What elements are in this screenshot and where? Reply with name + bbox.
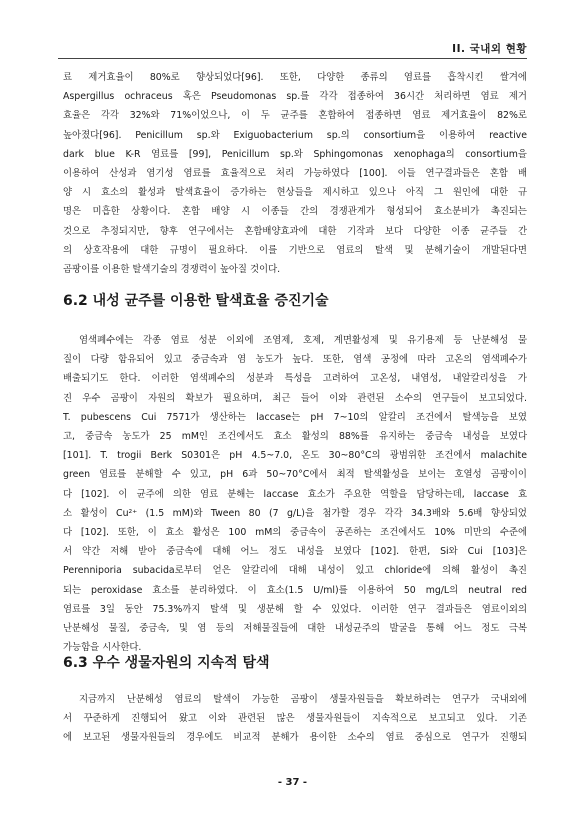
text-line: 질이 다량 함유되어 있고 중금속과 염 농도가 높다. 또한, 염색 공정에 따라 고온의 염색폐수가 bbox=[63, 354, 527, 366]
text-line: 것으로 추정되지만, 향후 연구에서는 혼합배양효과에 대한 기작과 보다 다양한 이종 균주들 간 bbox=[63, 225, 527, 237]
text-line: 이용하여 산성과 염기성 염료를 효율적으로 처리 가능하였다 [100]. 이들 연구결과들은 혼합 배 bbox=[63, 168, 527, 180]
header-rule bbox=[58, 58, 527, 59]
text-line: Aspergillus ochraceus 혹은 Pseudomonas sp.를 각각 접종하여 36시간 처리하면 염료 제거 bbox=[63, 91, 527, 103]
text-line: 고, 중금속 농도가 25 mM인 조건에서도 효소 활성의 88%를 유지하는 중금속 내성을 보였다 bbox=[63, 431, 527, 443]
text-line: 난분해성 물질, 중금속, 및 염 등의 저해물질들에 대한 내성균주의 발굴을 통해 어느 정도 극복 bbox=[63, 623, 527, 635]
text-line: 에 보고된 생물자원들의 경우에도 비교적 분해가 용이한 소수의 염료 중심으로 연구가 진행되 bbox=[63, 732, 527, 744]
text-line: green 염료를 분해할 수 있고, pH 6과 50~70°C에서 최적 탈색활성을 보이는 호열성 곰팡이이 bbox=[63, 469, 527, 481]
paragraph-p3 bbox=[63, 690, 527, 748]
text-line: Perenniporia subacida로부터 얻은 알칼리에 대해 내성이 있고 chloride에 의해 활성이 촉진 bbox=[63, 565, 527, 577]
text-line: 곰팡이를 이용한 탈색기술의 경쟁력이 높아질 것이다. bbox=[63, 264, 281, 276]
text-line: 다 [102]. 이 균주에 의한 염료 분해는 laccase 효소가 주요한 역할을 담당하는데, laccase 효 bbox=[63, 488, 527, 500]
text-line: 효율은 각각 32%와 71%이었으나, 이 두 균주를 혼합하여 접종하면 염료 제거효율이 82%로 bbox=[63, 110, 527, 122]
running-header: II. 국내외 현황 bbox=[452, 43, 527, 55]
section-heading-6-3: 6.3 우수 생물자원의 지속적 탐색 bbox=[63, 655, 270, 671]
page-number: - 37 - bbox=[277, 777, 308, 788]
text-line: 서 약간 저해 받아 중금속에 대해 어느 정도 내성을 보였다 [102]. 한편, Si와 Cui [103]은 bbox=[63, 546, 527, 558]
text-line: 염료를 3일 동안 75.3%까지 탈색 및 생분해 할 수 있었다. 이러한 연구 결과들은 염료이외의 bbox=[63, 603, 527, 615]
text-line: 염색폐수에는 각종 염료 성분 이외에 조염제, 호제, 계면활성제 및 유기용제 등 난분해성 물 bbox=[79, 335, 527, 346]
text-line: 배출되기도 한다. 이러한 염색폐수의 성분과 특성을 고려하여 고온성, 내염성, 내알칼리성을 가 bbox=[63, 373, 527, 385]
text-line: 의 상호작용에 대한 규명이 필요하다. 이를 기반으로 염료의 탈색 및 분해기술이 개발된다면 bbox=[63, 244, 527, 256]
paragraph-p2 bbox=[63, 331, 527, 657]
text-line: 서 꾸준하게 진행되어 왔고 이와 관련된 많은 생물자원들이 지속적으로 보고되고 있다. 기존 bbox=[63, 713, 527, 725]
text-line: 명은 미흡한 상황이다. 혼합 배양 시 이종들 간의 경쟁관계가 형성되어 효소분비가 촉진되는 bbox=[63, 206, 527, 218]
text-line: T. pubescens Cui 7571가 생산하는 laccase는 pH 7~10의 알칼리 조건에서 탈색능을 보였 bbox=[63, 411, 527, 423]
text-line: 진 우수 곰팡이 자원의 확보가 필요하며, 최근 들어 이와 관련된 소수의 연구들이 보고되었다. bbox=[63, 392, 527, 404]
text-line: dark blue K-R 염료를 [99], Penicillum sp.와 Sphingomonas xenophaga의 consortium을 bbox=[63, 148, 527, 160]
paragraph-p1 bbox=[63, 68, 527, 279]
text-line: 가능함을 시사한다. bbox=[63, 642, 142, 654]
text-line: 되는 peroxidase 효소를 분리하였다. 이 효소(1.5 U/ml)를 이용하여 50 mg/L의 neutral red bbox=[63, 584, 527, 596]
text-line: 높아졌다[96]. Penicillum sp.와 Exiguobacterium sp.의 consortium을 이용하여 reactive bbox=[63, 129, 527, 141]
text-line: [101]. T. trogii Berk S0301은 pH 4.5~7.0, 온도 30~80°C의 광범위한 조건에서 malachite bbox=[63, 450, 527, 462]
text-line: 지금까지 난분해성 염료의 탈색이 가능한 곰팡이 생물자원들을 확보하려는 연구가 국내외에 bbox=[79, 694, 527, 705]
section-heading-6-2: 6.2 내성 균주를 이용한 탈색효율 증진기술 bbox=[63, 293, 329, 309]
text-line: 양 시 효소의 활성과 탈색효율이 증가하는 현상들을 제시하고 있으나 아직 그 원인에 대한 규 bbox=[63, 187, 527, 199]
text-line: 소 활성이 Cu²⁺ (1.5 mM)와 Tween 80 (7 g/L)을 첨가할 경우 각각 34.3배와 5.6배 향상되었 bbox=[63, 507, 527, 519]
text-line: 다 [102]. 또한, 이 효소 활성은 100 mM의 중금속이 공존하는 조건에서도 10% 미만의 수준에 bbox=[63, 527, 527, 539]
text-line: 료 제거효율이 80%로 향상되었다[96]. 또한, 다양한 종류의 염료를 흡착시킨 쌀겨에 bbox=[63, 72, 527, 83]
